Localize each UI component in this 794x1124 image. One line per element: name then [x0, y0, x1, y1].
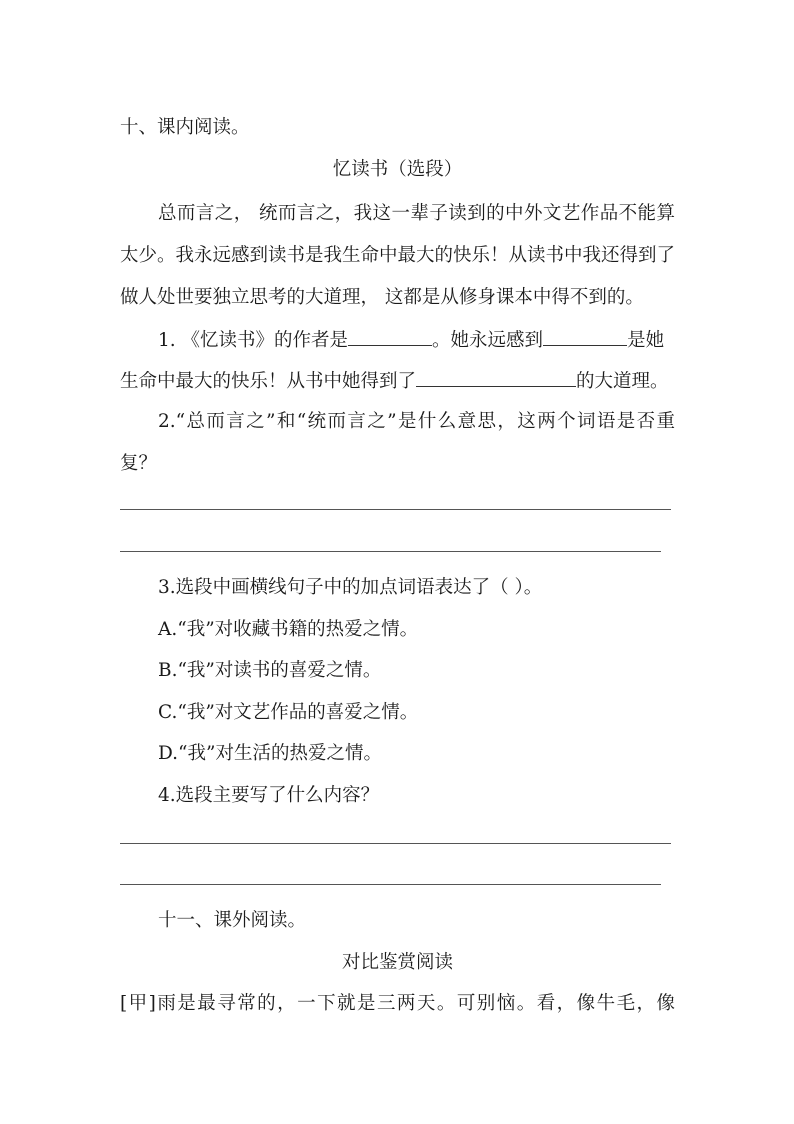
question-1-line-1	[158, 327, 675, 353]
passage-title: 忆读书（选段）	[332, 159, 463, 180]
q3-option-a[interactable]: A.“我”对收藏书籍的热爱之情。	[158, 619, 419, 640]
q2-answer-line-1[interactable]	[120, 509, 671, 510]
passage-line-2: 太少。我永远感到读书是我生命中最大的快乐！从读书中我还得到了	[120, 245, 676, 266]
section-11-title: 对比鉴赏阅读	[341, 952, 453, 973]
q3-option-d[interactable]: D.“我”对生活的热爱之情。	[158, 743, 382, 764]
q1-feeling-blank[interactable]	[543, 327, 627, 346]
section-11-passage-line-1: [甲]雨是最寻常的，一下就是三两天。可别恼。看，像牛毛，像	[120, 993, 675, 1014]
question-2-line-1: 2.“总而言之”和“统而言之”是什么意思，这两个词语是否重	[158, 411, 675, 432]
q2-answer-line-2[interactable]	[120, 551, 661, 552]
q1-author-blank[interactable]	[348, 327, 432, 346]
passage-line-3: 做人处世要独立思考的大道理， 这都是从修身课本中得不到的。	[120, 287, 644, 308]
q1-text-a: 1. 《忆读书》的作者是	[158, 330, 349, 351]
q4-answer-line-2[interactable]	[120, 884, 661, 885]
question-3-stem: 3.选段中画横线句子中的加点词语表达了（ ）。	[158, 577, 543, 598]
q1-text-b: 。她永远感到	[432, 330, 544, 351]
section-10-heading: 十、课内阅读。	[120, 117, 250, 138]
passage-line-1: 总而言之， 统而言之，我这一辈子读到的中外文艺作品不能算	[158, 203, 675, 224]
q1-text-d: 生命中最大的快乐！从书中她得到了	[120, 371, 417, 392]
question-1-line-2	[120, 368, 675, 394]
question-4-stem: 4.选段主要写了什么内容？	[158, 785, 380, 806]
q4-answer-line-1[interactable]	[120, 843, 671, 844]
q3-option-c[interactable]: C.“我”对文艺作品的喜爱之情。	[158, 702, 419, 723]
q1-principle-blank[interactable]	[416, 368, 576, 387]
section-11-heading: 十一、课外阅读。	[158, 910, 307, 931]
q3-option-b[interactable]: B.“我”对读书的喜爱之情。	[158, 660, 382, 681]
q1-text-c: 是她	[627, 330, 665, 351]
question-2-line-2: 复？	[120, 453, 158, 474]
q1-text-e: 的大道理。	[576, 371, 669, 392]
